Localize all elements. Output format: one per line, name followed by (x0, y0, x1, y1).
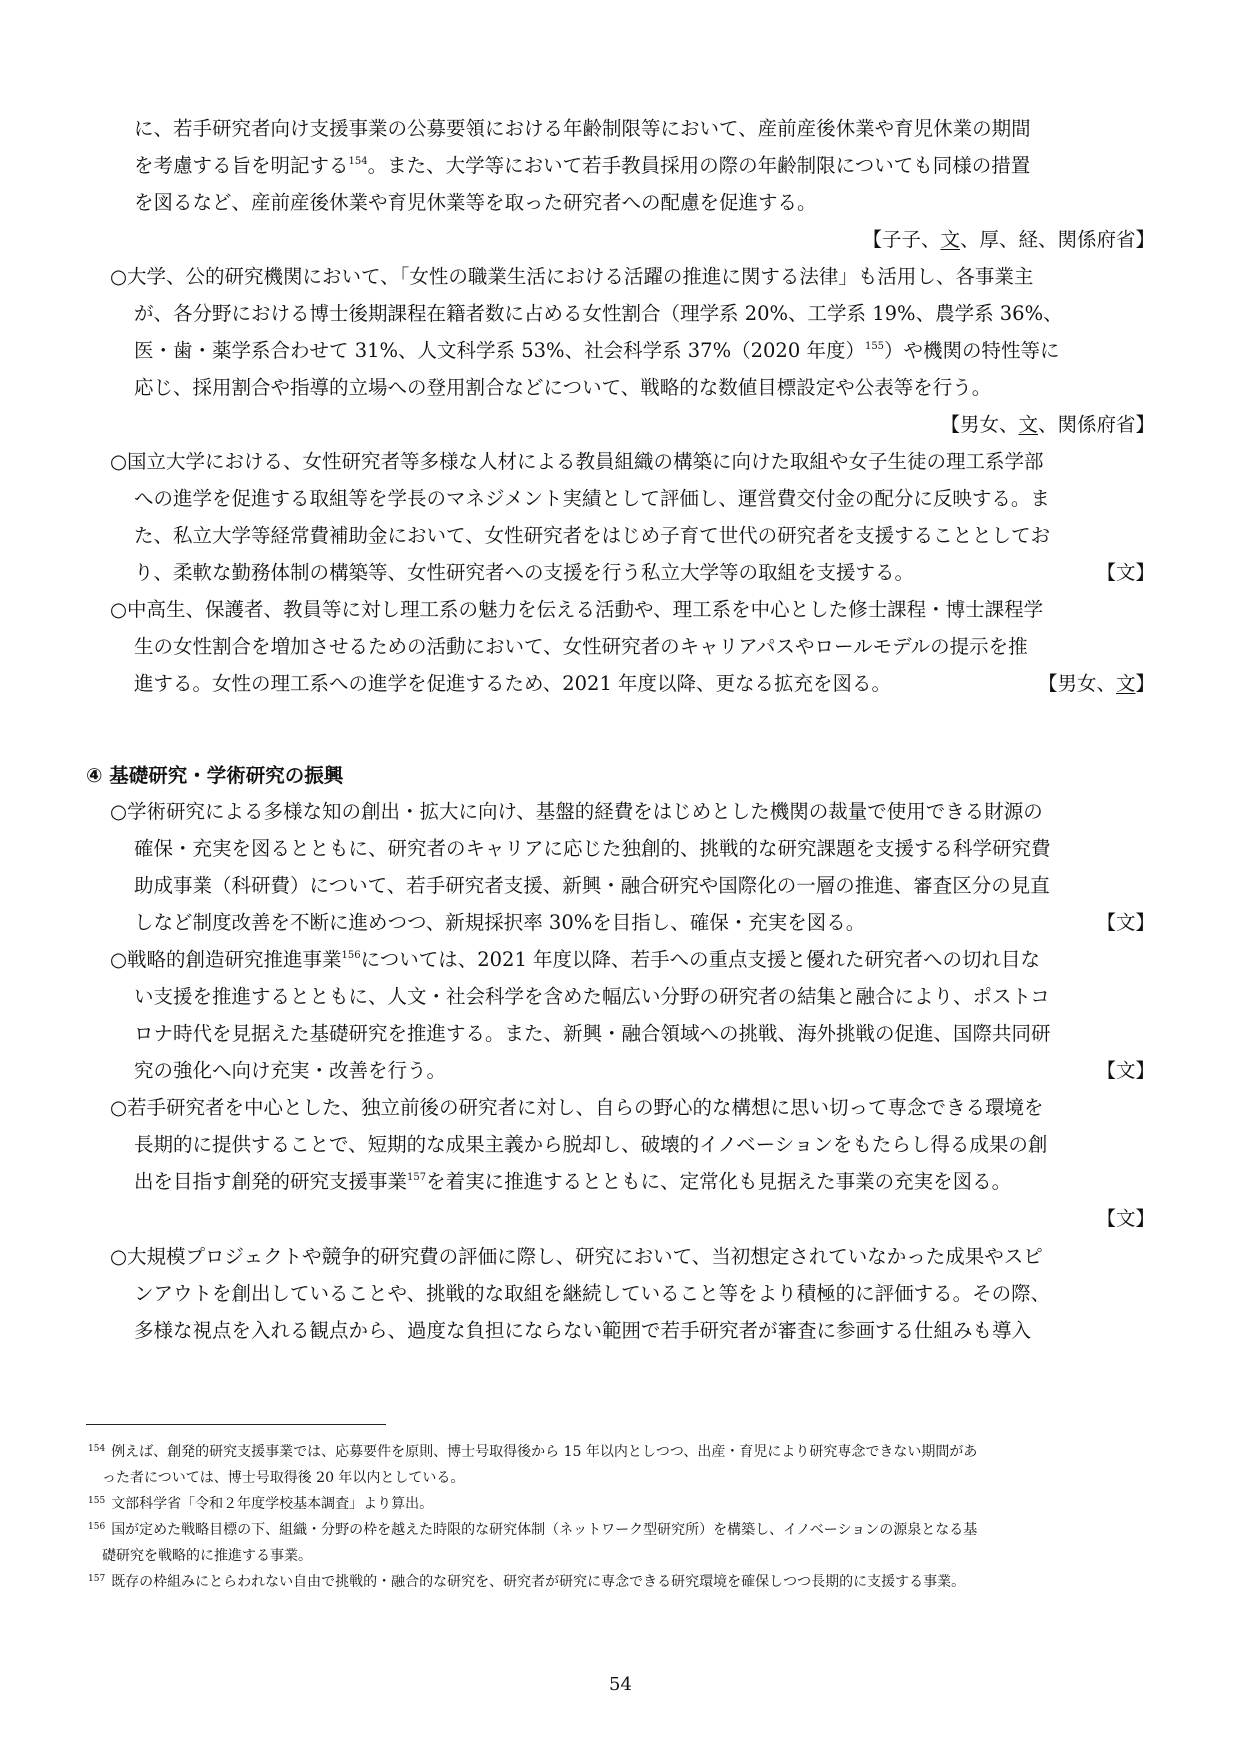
ministry-tag: 【文】 (1096, 561, 1155, 584)
text-line: ○中高生、保護者、教員等に対し理工系の魅力を伝える活動や、理工系を中心とした修士課程・博士課程学 (110, 598, 1044, 621)
text-line: を図るなど、産前産後休業や育児休業等を取った研究者への配慮を促進する。 (134, 191, 817, 214)
text-line: への進学を促進する取組等を学長のマネジメント実績として評価し、運営費交付金の配分に反映する。ま (134, 487, 1050, 510)
text-line: い支援を推進するとともに、人文・社会科学を含めた幅広い分野の研究者の結集と融合により、ポストコ (134, 985, 1050, 1008)
text-line: ○戦略的創造研究推進事業$^{156}$については、2021 年度以降、若手への重点支援と優れた研究者への切れ目な (110, 948, 1041, 971)
footnote-155: $^{155}$ 文部科学省「令和２年度学校基本調査」より算出。 (88, 1496, 434, 1512)
text-line: ○学術研究による多様な知の創出・拡大に向け、基盤的経費をはじめとした機関の裁量で使用できる財源の (110, 800, 1043, 823)
text-line: 医・歯・薬学系合わせて 31%、人文科学系 53%、社会科学系 37%（2020 年度）$^{155}$）や機関の特性等に (134, 339, 1060, 362)
footnote-number: 157 (88, 1574, 106, 1584)
footnote-ref: 157 (407, 1172, 427, 1183)
text-line: 生の女性割合を増加させるための活動において、女性研究者のキャリアパスやロールモデルの提示を推 (134, 635, 1028, 658)
footnote-number: 155 (88, 1496, 106, 1506)
paragraph-evaluation (110, 1238, 1155, 1349)
paragraph-stem-promotion (110, 591, 1155, 702)
paragraph-kakenhi (110, 793, 1155, 941)
page-number: 54 (609, 1674, 632, 1695)
text-line: 確保・充実を図るとともに、研究者のキャリアに応じた独創的、挑戦的な研究課題を支援する科学研究費 (134, 837, 1051, 860)
paragraph-national-universities (110, 443, 1155, 591)
paragraph-maternity-leave (134, 110, 1179, 221)
text-line: に、若手研究者向け支援事業の公募要領における年齢制限等において、産前産後休業や育児休業の期間 (134, 117, 1031, 140)
footnote-ref: 155 (864, 341, 885, 352)
ministry-tag: 【文】 (1096, 1207, 1155, 1230)
footnote-ref: 156 (341, 950, 361, 961)
text-line: 多様な視点を入れる観点から、過度な負担にならない範囲で若手研究者が審査に参画する仕組みも導入 (134, 1319, 1032, 1342)
ministry-tag: 【子子、文、厚、経、関係府省】 (862, 228, 1155, 251)
section-heading: ④ 基礎研究・学術研究の振興 (86, 764, 344, 787)
text-line: ○若手研究者を中心とした、独立前後の研究者に対し、自らの野心的な構想に思い切って専念できる環境を (110, 1096, 1044, 1119)
paragraph-emergent-research (110, 1089, 1155, 1200)
text-line: 長期的に提供することで、短期的な成果主義から脱却し、破壊的イノベーションをもたらし得る成果の創 (134, 1133, 1048, 1156)
text-line: 助成事業（科研費）について、若手研究者支援、新興・融合研究や国際化の一層の推進、審査区分の見直 (134, 874, 1050, 897)
ministry-tag: 【文】 (1096, 911, 1155, 934)
footnote-number: 154 (88, 1444, 106, 1454)
text-line: しなど制度改善を不断に進めつつ、新規採択率 30%を目指し、確保・充実を図る。 (134, 911, 866, 934)
text-line: を考慮する旨を明記する$^{154}$。また、大学等において若手教員採用の際の年齢制限についても同様の措置 (134, 154, 1031, 177)
footnote-number: 156 (88, 1522, 106, 1532)
ministry-tag: 【男女、文】 (1037, 672, 1155, 695)
text-line: 出を目指す創発的研究支援事業$^{157}$を着実に推進するとともに、定常化も見据えた事業の充実を図る。 (134, 1170, 1012, 1193)
text-line: ○国立大学における、女性研究者等多様な人材による教員組織の構築に向けた取組や女子生徒の理工系学部 (110, 450, 1044, 473)
paragraph-female-ratio-targets (110, 258, 1155, 406)
text-line: ンアウトを創出していることや、挑戦的な取組を継続していること等をより積極的に評価する。その際、 (134, 1282, 1051, 1305)
text-line: 応じ、採用割合や指導的立場への登用割合などについて、戦略的な数値目標設定や公表等を行う。 (134, 376, 992, 399)
text-line: 究の強化へ向け充実・改善を行う。 (134, 1059, 447, 1082)
ministry-tag: 【男女、文、関係府省】 (940, 413, 1155, 436)
text-line: が、各分野における博士後期課程在籍者数に占める女性割合（理学系 20%、工学系 19%、農学系 36%、 (134, 302, 1063, 325)
text-line: ロナ時代を見据えた基礎研究を推進する。また、新興・融合領域への挑戦、海外挑戦の促進、国際共同研 (134, 1022, 1051, 1045)
text-line: り、柔軟な勤務体制の構築等、女性研究者への支援を行う私立大学等の取組を支援する。 (134, 561, 915, 584)
paragraph-strategic-research (110, 941, 1155, 1089)
footnote-divider (86, 1424, 386, 1425)
footnote-154: $^{154}$ 例えば、創発的研究支援事業では、応募要件を原則、博士号取得後から 15 年以内としつつ、出産・育児により研究専念できない期間があ った者については、博士号取得後 20 年以内としている。 (88, 1444, 978, 1486)
footnote-156: $^{156}$ 国が定めた戦略目標の下、組織・分野の枠を越えた時限的な研究体制（ネットワーク型研究所）を構築し、イノベーションの源泉となる基 礎研究を戦略的に推進する事業。 (88, 1522, 978, 1564)
footnote-ref: 154 (348, 156, 368, 167)
footnote-157: $^{157}$ 既存の枠組みにとらわれない自由で挑戦的・融合的な研究を、研究者が研究に専念できる研究環境を確保しつつ長期的に支援する事業。 (88, 1574, 966, 1590)
ministry-tag: 【文】 (1096, 1059, 1155, 1082)
text-line: 進する。女性の理工系への進学を促進するため、2021 年度以降、更なる拡充を図る。 (134, 672, 892, 695)
text-line: た、私立大学等経常費補助金において、女性研究者をはじめ子育て世代の研究者を支援することとしてお (134, 524, 1051, 547)
text-line: ○大規模プロジェクトや競争的研究費の評価に際し、研究において、当初想定されていなかった成果やスピ (110, 1245, 1043, 1268)
text-line: ○大学、公的研究機関において、「女性の職業生活における活躍の推進に関する法律」も活用し、各事業主 (110, 265, 1034, 288)
